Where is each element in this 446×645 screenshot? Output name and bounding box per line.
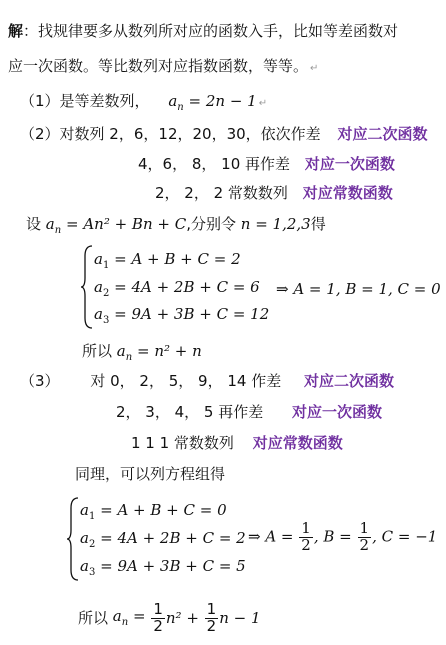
- item2-eq2-text: = 4A + 2B + C = 6: [114, 278, 260, 296]
- item3-eq1-text: = A + B + C = 0: [100, 501, 227, 519]
- item3-eq-2: $a_2 = 4A + 2B + C = 2$: [80, 529, 246, 550]
- frac-den: 2: [301, 535, 311, 554]
- item2-row1-text: （2）对数列 2，6，12，20，30，依次作差: [20, 125, 321, 143]
- item2-eq3-text: = 9A + 3B + C = 12: [114, 305, 270, 323]
- setup-end: 得: [310, 215, 326, 233]
- item3-result: [248, 521, 437, 554]
- item3-conclusion-prefix: 所以: [78, 608, 109, 627]
- item3-eq2-text: = 4A + 2B + C = 2: [100, 529, 246, 547]
- paragraph-mark: ↵: [258, 98, 268, 109]
- setup-n: n = 1,2,3: [240, 215, 311, 233]
- frac-num: 1: [359, 519, 370, 537]
- item3-row2-tag: 对应一次函数: [292, 403, 383, 421]
- item1-formula: = 2n − 1: [188, 92, 257, 110]
- item3-result-a: ⇒ A =: [248, 527, 294, 546]
- item3-eq-1: $a_1 = A + B + C = 0$: [80, 501, 227, 522]
- intro-label: 解: [8, 22, 24, 40]
- item3-conclusion-end: n − 1: [219, 608, 261, 627]
- frac-den: 2: [359, 535, 370, 554]
- item3-result-c: , C = −1: [372, 527, 438, 546]
- item3-label: （3）: [20, 372, 60, 390]
- item3-eq3-text: = 9A + 3B + C = 5: [100, 557, 246, 575]
- item3-row1-tag: 对应二次函数: [303, 372, 394, 390]
- fraction-half-c: [151, 602, 165, 635]
- item2-row2-tag: 对应一次函数: [304, 155, 395, 173]
- item3-row1-text: 对 0， 2， 5， 9， 14 作差: [90, 372, 282, 390]
- item1-an: $a_n$: [168, 92, 184, 113]
- item2-setup: [26, 217, 326, 236]
- frac-num: 1: [301, 519, 311, 537]
- item1-prefix: （1）是等差数列，: [20, 92, 150, 110]
- item2-conclusion-an: $a_n$: [116, 342, 133, 363]
- item2-row1-tag: 对应二次函数: [337, 125, 428, 143]
- intro-line-2: [8, 59, 318, 74]
- item2-row3-text: 2， 2， 2 常数数列: [155, 184, 288, 202]
- intro-text-1: ：找规律要多从数列所对应的函数入手，比如等差函数对: [23, 22, 399, 40]
- item3-row-2: [116, 405, 382, 420]
- item3-row2-text: 2， 3， 4， 5 再作差: [116, 403, 264, 421]
- item2-row2-text: 4，6， 8， 10 再作差: [138, 155, 291, 173]
- intro-line-1: [8, 24, 398, 39]
- item3-conclusion-an: $a_n$ =: [112, 606, 146, 628]
- item2-conclusion: [82, 344, 202, 363]
- item3-result-b: , B =: [313, 527, 352, 546]
- fraction-half-d: [205, 602, 219, 635]
- item3-row-1: [20, 374, 394, 389]
- item3-conclusion-mid: n² +: [165, 608, 199, 627]
- fraction-half-b: [358, 521, 372, 554]
- item2-row-2: [138, 157, 395, 172]
- frac-den: 2: [153, 616, 163, 635]
- item2-conclusion-formula: = n² + n: [136, 342, 202, 360]
- item3-row3-tag: 对应常数函数: [252, 434, 343, 452]
- item2-row-3: [155, 186, 393, 201]
- item3-eq-3: $a_3 = 9A + 3B + C = 5$: [80, 557, 246, 578]
- setup-suffix: ,分别令: [186, 215, 236, 233]
- item2-row3-tag: 对应常数函数: [302, 184, 393, 202]
- frac-num: 1: [206, 600, 217, 618]
- item3-row-3: [131, 436, 343, 451]
- item2-eq1-text: = A + B + C = 2: [114, 250, 241, 268]
- item3-same: 同理，可以列方程组得: [75, 465, 226, 483]
- item2-conclusion-prefix: 所以: [82, 342, 113, 360]
- item2-eq-1: $a_1 = A + B + C = 2$: [94, 250, 241, 271]
- item1-line: [20, 94, 267, 113]
- paragraph-mark: ↵: [310, 63, 319, 74]
- setup-prefix: 设: [26, 215, 42, 233]
- setup-mid: = An² + Bn + C: [65, 215, 187, 233]
- frac-num: 1: [153, 600, 163, 618]
- item2-result: ⇒ A = 1, B = 1, C = 0: [276, 280, 441, 298]
- item3-conclusion: [78, 602, 261, 635]
- intro-text-2: 应一次函数。等比数列对应指数函数，等等。: [8, 57, 309, 75]
- frac-den: 2: [206, 616, 217, 635]
- brace-1-icon: [80, 244, 94, 330]
- item2-row-1: [20, 127, 427, 142]
- item3-row3-text: 1 1 1 常数数列: [131, 434, 234, 452]
- item2-eq-2: $a_2 = 4A + 2B + C = 6$: [94, 278, 260, 299]
- brace-2-icon: [66, 496, 80, 582]
- item2-eq-3: $a_3 = 9A + 3B + C = 12$: [94, 305, 270, 326]
- setup-an: $a_n$: [45, 215, 62, 236]
- fraction-half-a: [299, 521, 313, 554]
